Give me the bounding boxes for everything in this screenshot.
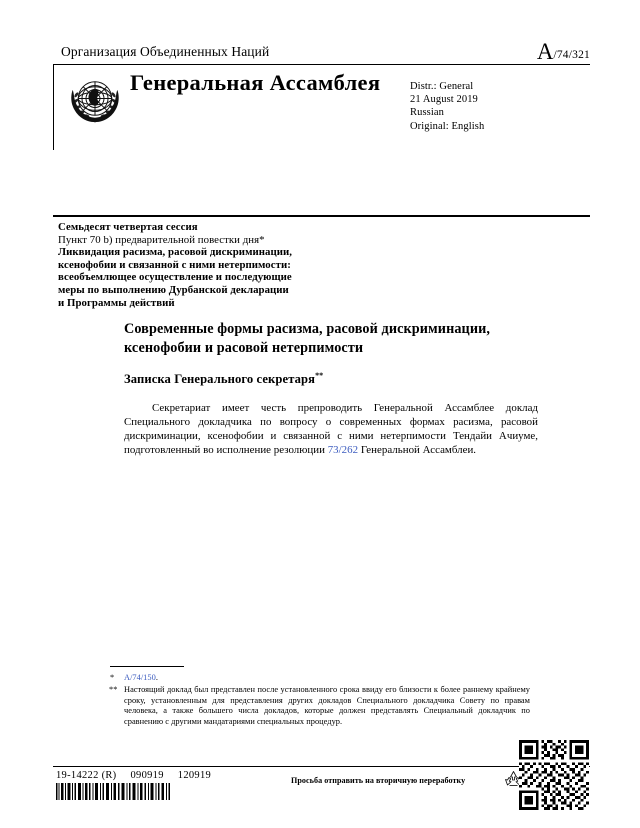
session-line: Семьдесят четвертая сессия bbox=[58, 221, 198, 233]
session-topic-line-1: Ликвидация расизма, расовой дискриминации, bbox=[58, 246, 293, 259]
footnote-2-text: Настоящий доклад был представлен после установленного срока ввиду его близости к более раннему крайнему сроку, установленным для представления других докладов Специального докладчика Совету по правам человека, а также большего числа докладов, которые должен представлять Специальный докладчик по сравнению с другими мандатариями специальных процедур. bbox=[124, 685, 530, 726]
barcode bbox=[56, 783, 172, 800]
session-topic-line-4: меры по выполнению Дурбанской декларации bbox=[58, 283, 289, 296]
footnote-1-marker: * bbox=[110, 673, 115, 682]
note-heading-footnote-marker: ** bbox=[315, 371, 324, 380]
qr-code bbox=[519, 740, 589, 810]
document-symbol-number: /74/321 bbox=[553, 49, 590, 61]
distr-language: Russian bbox=[410, 107, 444, 119]
distribution-block bbox=[410, 80, 484, 133]
session-topic-line-2: ксенофобии и связанной с ними нетерпимости: bbox=[58, 258, 291, 271]
un-emblem-icon bbox=[64, 70, 126, 132]
page-title-line-2: ксенофобии и расовой нетерпимости bbox=[124, 339, 364, 356]
assembly-title: Генеральная Ассамблея bbox=[130, 70, 381, 95]
page-title-line-1: Современные формы расизма, расовой дискриминации, bbox=[124, 321, 491, 337]
footnote-2 bbox=[110, 685, 530, 727]
footnotes-block bbox=[110, 673, 530, 727]
document-symbol bbox=[537, 40, 590, 63]
resolution-link[interactable]: 73/262 bbox=[327, 444, 359, 457]
session-topic-line-3: всеобъемлющее осуществление и последующие bbox=[58, 271, 292, 284]
footnote-2-marker: ** bbox=[109, 685, 118, 695]
body-paragraph bbox=[124, 401, 538, 457]
header-rule-left bbox=[53, 64, 54, 150]
job-number-code: 19-14222 (R) bbox=[56, 770, 117, 781]
body-paragraph-part1: Секретариат имеет честь препроводить Генеральной Ассамблее доклад Специального докладчика по вопросу о современных формах расизма, расовой дискриминации, ксенофобии и связанной с ними нетерпимости Тендайи Ачиуме, подготовленный во исполнение резолюции bbox=[124, 402, 538, 457]
note-heading-text: Записка Генерального секретаря bbox=[124, 372, 316, 387]
job-date-code-2: 120919 bbox=[177, 770, 212, 781]
agenda-item: Пункт 70 b) предварительной повестки дня* bbox=[58, 233, 265, 246]
session-topic-line-5: и Программы действий bbox=[58, 296, 175, 309]
note-heading bbox=[124, 371, 544, 387]
page-title bbox=[124, 320, 544, 357]
document-symbol-prefix: A bbox=[536, 39, 554, 64]
organization-name: Организация Объединенных Наций bbox=[61, 44, 270, 59]
body-paragraph-part2: Генеральной Ассамблеи. bbox=[358, 444, 477, 457]
session-block bbox=[58, 221, 428, 309]
job-number bbox=[56, 770, 211, 781]
job-date-code-1: 090919 bbox=[130, 770, 164, 781]
distr-original: Original: English bbox=[410, 120, 485, 132]
distr-line: Distr.: General bbox=[410, 81, 474, 92]
footnote-1-link[interactable]: A/74/150 bbox=[124, 673, 156, 682]
footnote-1 bbox=[110, 673, 530, 684]
footnote-separator bbox=[110, 666, 184, 667]
footnote-1-text: . bbox=[155, 673, 158, 682]
footer-rule bbox=[53, 766, 590, 767]
distr-date: 21 August 2019 bbox=[410, 94, 478, 106]
header-rule-top bbox=[53, 64, 590, 65]
section-separator bbox=[53, 215, 590, 217]
recycle-notice: Просьба отправить на вторичную переработку bbox=[291, 776, 466, 785]
